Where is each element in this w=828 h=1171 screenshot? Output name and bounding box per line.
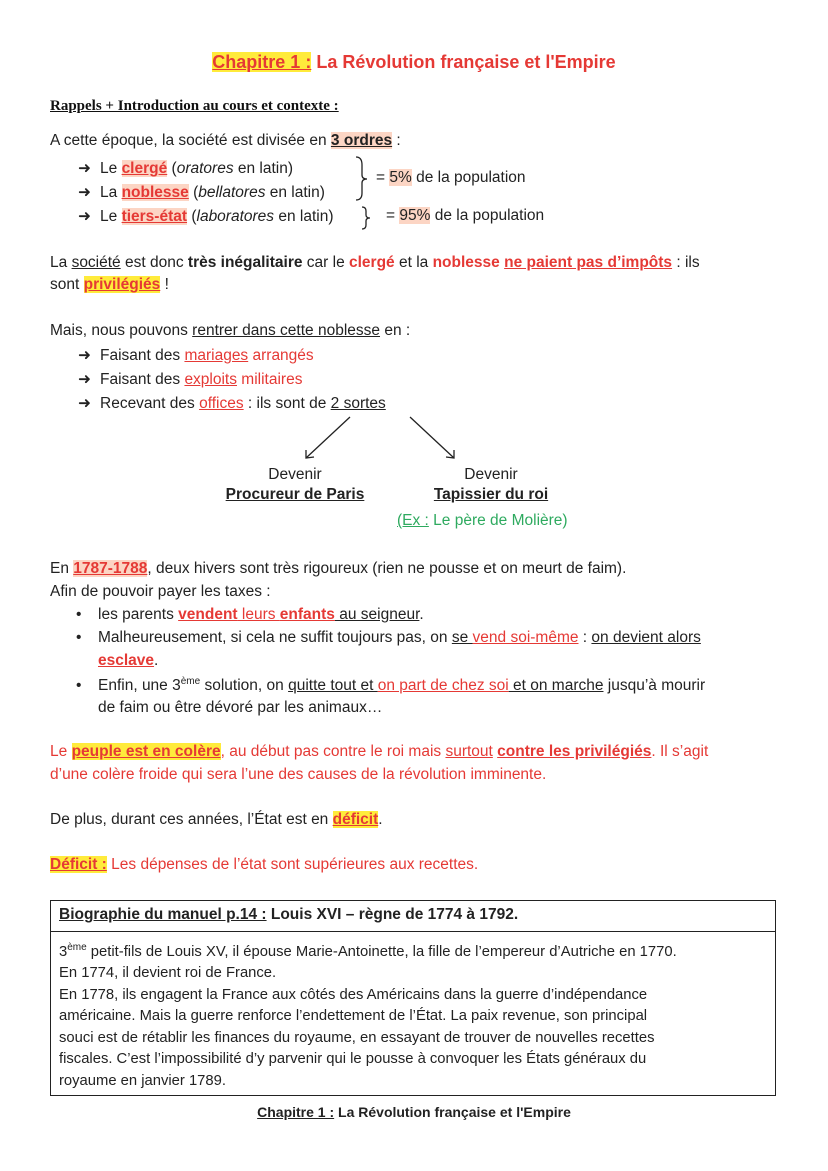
text: offices [199,395,244,412]
key-term: vendent [178,606,238,623]
text: Biographie du manuel p.14 : [59,906,267,923]
anger-paragraph: d’une colère froide qui sera l’une des causes de la révolution imminente. [50,766,547,783]
text: . [154,652,159,669]
text: Enfin, une 3 [98,677,181,695]
list-item-cont [98,652,158,670]
famine-paragraph: Afin de pouvoir payer les taxes : [50,583,271,600]
text: ( [188,184,199,201]
text-line: américaine. Mais la guerre renforce l’endettement de l’État. La paix revenue, son principal [59,1008,648,1025]
text: ( [167,160,177,177]
text: = [376,169,390,186]
text: A cette époque, la société est divisée en [50,132,331,149]
text: les parents [98,606,179,623]
text: au seigneur [334,606,420,623]
text: = [386,207,400,224]
biography-body [59,937,767,1092]
text: quitte tout et [288,677,378,695]
percent-value: 5% [389,169,412,186]
text: en : [380,322,411,339]
text: : [578,629,592,646]
key-term: tiers-état [121,208,188,225]
text: militaires [237,371,303,388]
text: 2 sortes [330,395,386,412]
text: Le père de Molière) [428,512,568,529]
list-item [76,629,701,647]
text: de la population [411,169,526,186]
arrow-right-icon: ➜ [78,395,91,412]
text: La [100,184,122,201]
text: , deux hivers sont très rigoureux (rien ne pousse et on meurt de faim). [147,560,627,577]
text: Recevant des [100,395,200,412]
text: ème [67,942,87,953]
key-term: noblesse [121,184,189,201]
text: 3 [59,943,68,960]
text: La Révolution française et l'Empire [334,1104,571,1120]
office-title: Tapissier du roi [433,486,549,503]
text: jusqu’à mourir [603,677,706,695]
key-term: clergé [121,160,168,177]
text: en latin) [233,160,294,177]
text: De plus, durant ces années, l’État est en [50,811,333,828]
percentage-clergy-noble [376,169,526,187]
society-paragraph [50,276,169,294]
text: Chapitre 1 : [257,1104,335,1120]
key-term: 3 ordres [330,132,393,149]
text-line: souci est de rétablir les finances du royaume, en essayant de trouver de nouvelles recettes [59,1029,655,1046]
key-term: privilégiés [83,276,161,293]
list-item [78,370,302,389]
text: leurs [237,606,280,623]
text: En [50,560,74,577]
section-heading: Rappels + Introduction au cours et contexte : [50,98,339,114]
list-item [78,394,386,413]
text: sont [50,276,84,293]
percent-value: 95% [399,207,431,224]
text: Faisant des [100,347,185,364]
text: ème [180,676,201,687]
text: (Ex : [397,512,429,529]
text-line: royaume en janvier 1789. [59,1072,226,1089]
biography-title [59,906,518,924]
arrow-right-icon: ➜ [78,160,91,177]
arrow-right-icon: ➜ [78,184,91,201]
example-note [397,512,568,530]
text: : ils [672,254,700,271]
text-line: fiscales. C’est l’impossibilité d’y parvenir qui le pousse à convoquer les États généraux du [59,1051,647,1068]
text: , au début pas contre le roi mais [220,743,446,760]
key-term: clergé [349,254,395,271]
text: Malheureusement, si cela ne suffit toujours pas, on [98,629,452,646]
society-paragraph [50,254,700,272]
text: mariages [184,347,249,364]
text: : [392,132,401,149]
text: est donc [120,254,188,271]
list-item [78,207,334,226]
office-tapissier [418,466,564,504]
definition-label: Déficit : [50,856,107,873]
text: Le [50,743,72,760]
biography-header [51,901,775,932]
text: on part de chez soi [377,677,509,695]
text: se [451,629,473,646]
text: et la [394,254,433,271]
text: Devenir [268,466,322,483]
text: Le [100,160,122,177]
page-footer [0,1104,828,1120]
text: on devient alors [591,629,701,646]
text: Mais, nous pouvons [50,322,193,339]
bullet-icon: • [76,629,82,646]
text: La [50,254,72,271]
title-text: La Révolution française et l'Empire [311,52,616,72]
key-term: esclave [98,652,155,669]
text: arrangés [248,347,314,364]
title-label: Chapitre 1 : [212,52,312,72]
text: Le [100,208,122,225]
text: rentrer dans cette noblesse [192,322,381,339]
list-item [78,159,293,178]
text: . Il s’agit [651,743,709,760]
bullet-icon: • [76,677,82,695]
text: : ils sont de [243,395,331,412]
latin-term: oratores [176,160,234,177]
arrow-right-icon: ➜ [78,371,91,388]
text: car le [302,254,349,271]
list-item [78,183,325,202]
arrow-right-icon: ➜ [78,208,91,225]
deficit-paragraph [50,811,383,829]
key-term: enfants [279,606,335,623]
text-line [59,937,767,963]
text: en latin) [265,184,325,201]
text: en latin) [274,208,334,225]
arrow-right-icon [410,417,454,458]
key-term: 1787-1788 [73,560,148,577]
text: exploits [184,371,237,388]
text: Louis XVI – règne de 1774 à 1792. [266,906,519,923]
page-title [0,52,828,73]
text: Faisant des [100,371,185,388]
text: société [71,254,121,271]
key-term: très inégalitaire [187,254,303,271]
text: de la population [430,207,545,224]
key-term: noblesse [432,254,500,271]
office-title: Procureur de Paris [225,486,365,503]
text: Devenir [464,466,518,483]
bullet-icon: • [76,606,82,623]
list-item [78,346,314,365]
latin-term: bellatores [198,184,266,201]
deficit-definition [50,856,478,874]
list-item [76,676,705,695]
text: . [419,606,424,623]
text: petit-fils de Louis XV, il épouse Marie-Antoinette, la fille de l’empereur d’Autriche en 1770. [86,943,677,960]
brace-icon [350,155,380,231]
text: vend soi-même [472,629,579,646]
latin-term: laboratores [196,208,275,225]
text: et on marche [508,677,604,695]
arrow-right-icon: ➜ [78,347,91,364]
list-item-cont: de faim ou être dévoré par les animaux… [98,699,383,716]
key-term: peuple est en colère [71,743,221,760]
text: Les dépenses de l’état sont supérieures aux recettes. [106,856,479,873]
orders-sentence [50,132,401,150]
biography-box [50,900,776,1096]
text: ( [187,208,197,225]
text: solution, on [200,677,289,695]
famine-paragraph [50,560,626,578]
key-term: ne paient pas d’impôts [504,254,673,271]
text-line: En 1778, ils engagent la France aux côtés des Américains dans la guerre d’indépendance [59,986,648,1003]
text-line: En 1774, il devient roi de France. [59,965,277,982]
list-item [76,606,424,624]
key-term: déficit [332,811,379,828]
text: ! [160,276,169,293]
text: surtout [445,743,493,760]
anger-paragraph [50,743,708,761]
percentage-third-estate [386,207,544,225]
diagram-arrows [290,414,470,464]
key-term: contre les privilégiés [497,743,652,760]
text: . [378,811,383,828]
arrow-left-icon [306,417,350,458]
office-procureur [220,466,370,504]
noblesse-intro [50,322,410,340]
